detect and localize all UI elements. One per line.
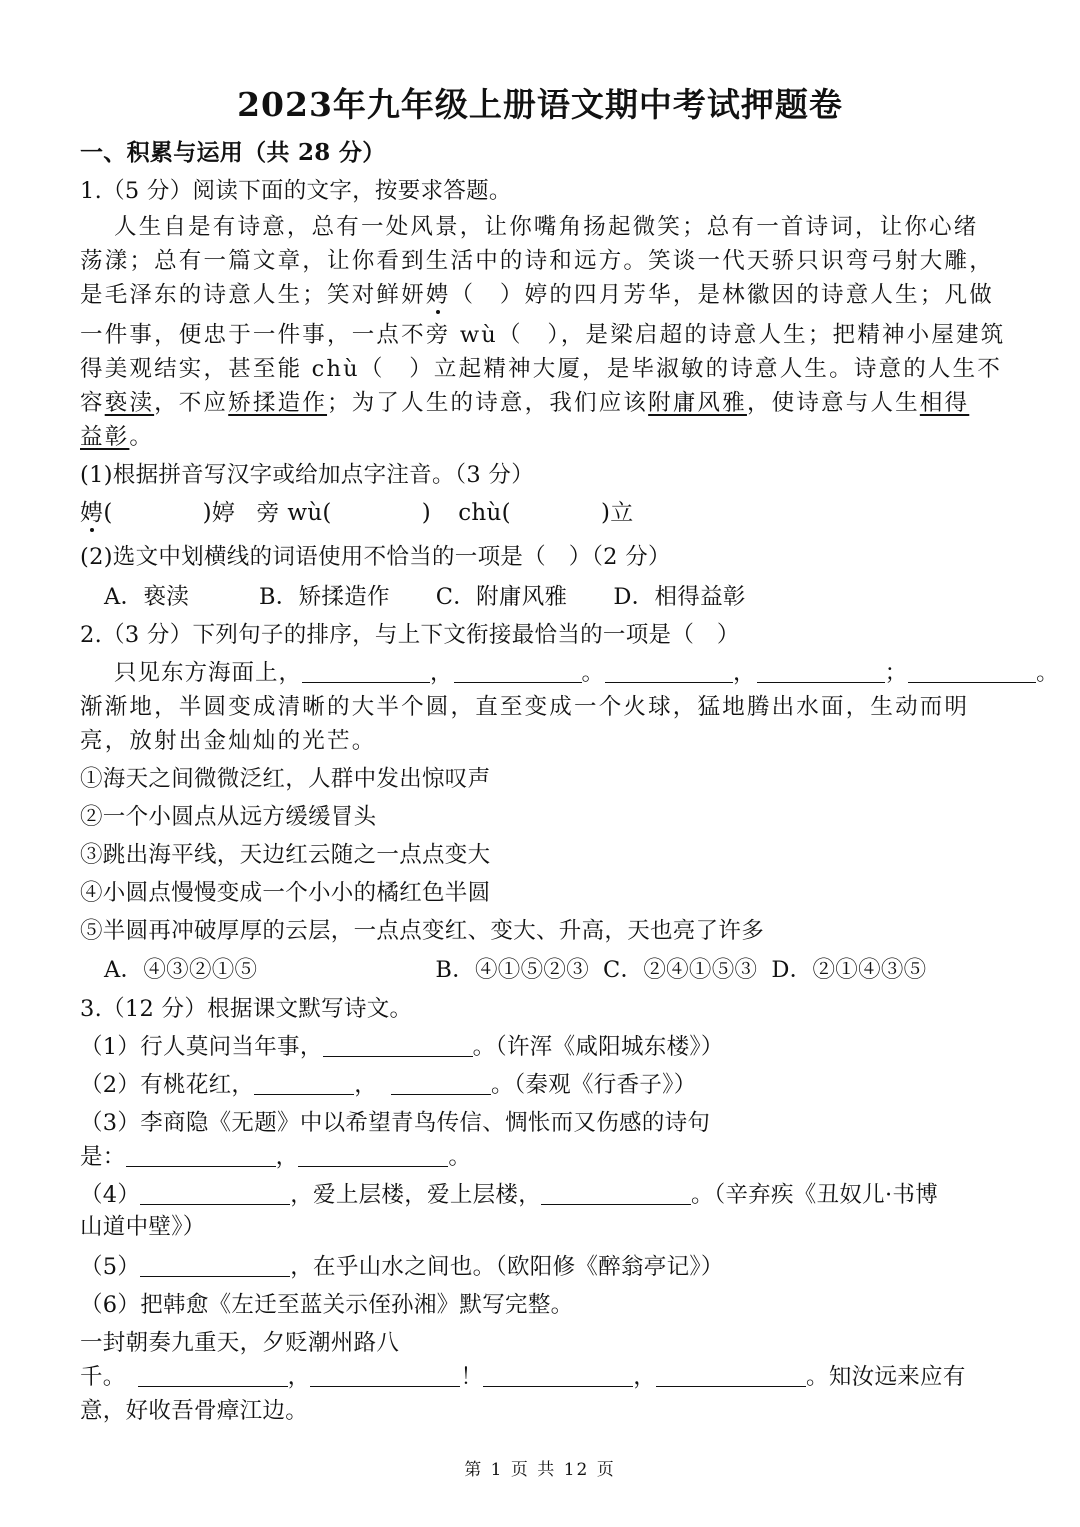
text: ， xyxy=(354,1072,378,1098)
text: 是： xyxy=(80,1144,126,1170)
q2-passage-line: 亮，放射出金灿灿的光芒。 xyxy=(80,728,377,754)
q3-item-2 xyxy=(80,1070,697,1100)
q2-item: ④小圆点慢慢变成一个小小的橘红色半圆 xyxy=(80,880,491,906)
text: ；为了人生的诗意，我们应该 xyxy=(327,390,649,416)
text: 容 xyxy=(80,390,105,416)
text: （ ）婷的四月芳华，是林徽因的诗意人生；凡做 xyxy=(450,282,994,308)
text: （1）行人莫问当年事， xyxy=(80,1034,323,1060)
q2-lead-line: 只见东方海面上， ， 。 ， ； 。 xyxy=(114,660,1060,686)
underlined-word: 附庸风雅 xyxy=(648,390,747,416)
underlined-word: 亵渎 xyxy=(104,390,155,416)
section-heading: 一、积累与运用（共 28 分） xyxy=(80,139,386,166)
answer-blank[interactable] xyxy=(323,1034,473,1057)
q2-item: ⑤半圆再冲破厚厚的云层，一点点变红、变大、升高，天也亮了许多 xyxy=(80,918,765,944)
q1-sub2: (2)选文中划横线的词语使用不恰当的一项是（ ）（2 分） xyxy=(80,544,671,570)
answer-blank[interactable] xyxy=(541,1182,691,1205)
underlined-word: 相得 xyxy=(919,390,970,416)
answer-blank[interactable] xyxy=(254,1072,354,1095)
answer-blank[interactable] xyxy=(483,1364,633,1387)
text: ， xyxy=(287,1364,311,1390)
text: （5） xyxy=(80,1254,141,1280)
text: ！ xyxy=(460,1364,484,1390)
q1-passage-line: 荡漾；总有一篇文章，让你看到生活中的诗和远方。笑谈一代天骄只识弯弓射大雕， xyxy=(80,248,994,274)
option-d[interactable]: D．相得益彰 xyxy=(613,584,746,610)
text: 。（许浑《咸阳城东楼》） xyxy=(472,1034,724,1060)
q3-item-3-cont xyxy=(80,1142,471,1172)
text: （4） xyxy=(80,1182,141,1208)
q1-passage-line: 人生自是有诗意，总有一处风景，让你嘴角扬起微笑；总有一首诗词，让你心绪 xyxy=(114,214,979,240)
text: )立 xyxy=(600,500,634,526)
text: 。（秦观《行香子》） xyxy=(491,1072,697,1098)
dotted-char: 娉 xyxy=(425,282,451,308)
q3-poem-line: 意，好收吾骨瘴江边。 xyxy=(80,1398,309,1424)
text: ，使诗意与人生 xyxy=(746,390,920,416)
q1-sub1: (1)根据拼音写汉字或给加点字注音。（3 分） xyxy=(80,462,534,488)
underlined-word: 矫揉造作 xyxy=(228,390,328,416)
q3-item-4-cont: 山道中壁》） xyxy=(80,1214,206,1240)
answer-blank[interactable] xyxy=(302,660,430,683)
answer-blank[interactable] xyxy=(391,1072,491,1095)
q1-stem: 1.（5 分）阅读下面的文字，按要求答题。 xyxy=(80,178,512,204)
text: 。知汝远来应有 xyxy=(806,1364,966,1390)
text: 千。 xyxy=(80,1364,126,1390)
answer-blank[interactable] xyxy=(126,1144,276,1167)
page-title: 2023年九年级上册语文期中考试押题卷 xyxy=(237,85,843,124)
answer-blank[interactable] xyxy=(140,1182,290,1205)
underlined-word: 益彰 xyxy=(80,424,130,450)
text: )婷 xyxy=(202,500,236,526)
q3-item-3: （3）李商隐《无题》中以希望青鸟传信、惆怅而又伤感的诗句 xyxy=(80,1110,711,1136)
text: ， xyxy=(275,1144,299,1170)
text: ) xyxy=(421,500,431,526)
q3-item-4 xyxy=(80,1180,938,1210)
option-c[interactable]: C．附庸风雅 xyxy=(435,584,568,610)
answer-blank[interactable] xyxy=(298,1144,448,1167)
text: ，不应 xyxy=(154,390,229,416)
option-a[interactable]: A．④③②①⑤ xyxy=(104,957,258,983)
q3-stem: 3.（12 分）根据课文默写诗文。 xyxy=(80,996,413,1022)
option-a[interactable]: A．亵渎 xyxy=(104,584,189,610)
text: 旁 wù( xyxy=(256,500,332,526)
q1-passage-line: 得美观结实，甚至能 chù（ ）立起精神大厦，是毕淑敏的诗意人生。诗意的人生不 xyxy=(80,356,1003,382)
option-b[interactable]: B．矫揉造作 xyxy=(258,584,390,610)
option-c[interactable]: C．②④①⑤③ xyxy=(603,957,758,983)
text: ，在乎山水之间也。（欧阳修《醉翁亭记》） xyxy=(290,1254,724,1280)
text: ， xyxy=(633,1364,657,1390)
q1-passage-line xyxy=(80,388,969,418)
answer-blank[interactable] xyxy=(140,1254,290,1277)
text: chù( xyxy=(458,500,511,526)
answer-blank[interactable] xyxy=(605,660,733,683)
q3-item-5 xyxy=(80,1252,724,1282)
q2-stem: 2.（3 分）下列句子的排序，与上下文衔接最恰当的一项是（ ） xyxy=(80,622,740,648)
text: （2）有桃花红， xyxy=(80,1072,255,1098)
q3-poem-line xyxy=(80,1362,966,1392)
text: 只见东方海面上， xyxy=(114,660,303,686)
q3-item-6: （6）把韩愈《左迁至蓝关示侄孙湘》默写完整。 xyxy=(80,1292,574,1318)
text: ( xyxy=(103,500,113,526)
q1-options xyxy=(104,582,746,612)
q3-item-1 xyxy=(80,1032,724,1062)
q1-sub1-answers xyxy=(80,498,634,528)
q1-passage-line xyxy=(80,280,994,310)
answer-blank[interactable] xyxy=(908,660,1036,683)
q2-item: ③跳出海平线，天边红云随之一点点变大 xyxy=(80,842,491,868)
answer-blank[interactable] xyxy=(310,1364,460,1387)
page-footer: 第 1 页 共 12 页 xyxy=(464,1460,616,1480)
answer-blank[interactable] xyxy=(757,660,885,683)
text: 。 xyxy=(448,1144,472,1170)
q2-item: ①海天之间微微泛红，人群中发出惊叹声 xyxy=(80,766,491,792)
q3-poem-line: 一封朝奏九重天，夕贬潮州路八 xyxy=(80,1330,400,1356)
text: 。（辛弃疾《丑奴儿·书博 xyxy=(691,1182,939,1208)
q2-options xyxy=(104,955,926,985)
option-b[interactable]: B．④①⑤②③ xyxy=(435,957,589,983)
text: 是毛泽东的诗意人生；笑对鲜妍 xyxy=(80,282,426,308)
q1-passage-line: 一件事，便忠于一件事，一点不旁 wù（ ），是梁启超的诗意人生；把精神小屋建筑 xyxy=(80,322,1006,348)
q1-passage-line xyxy=(80,422,154,452)
text: ，爱上层楼，爱上层楼， xyxy=(290,1182,542,1208)
answer-blank[interactable] xyxy=(138,1364,288,1387)
text: 。 xyxy=(129,424,155,450)
q2-passage-line: 渐渐地，半圆变成清晰的大半个圆，直至变成一个火球，猛地腾出水面，生动而明 xyxy=(80,694,970,720)
option-d[interactable]: D．②①④③⑤ xyxy=(771,957,927,983)
answer-blank[interactable] xyxy=(454,660,582,683)
q2-item: ②一个小圆点从远方缓缓冒头 xyxy=(80,804,377,830)
answer-blank[interactable] xyxy=(656,1364,806,1387)
dotted-char: 娉 xyxy=(80,500,104,526)
